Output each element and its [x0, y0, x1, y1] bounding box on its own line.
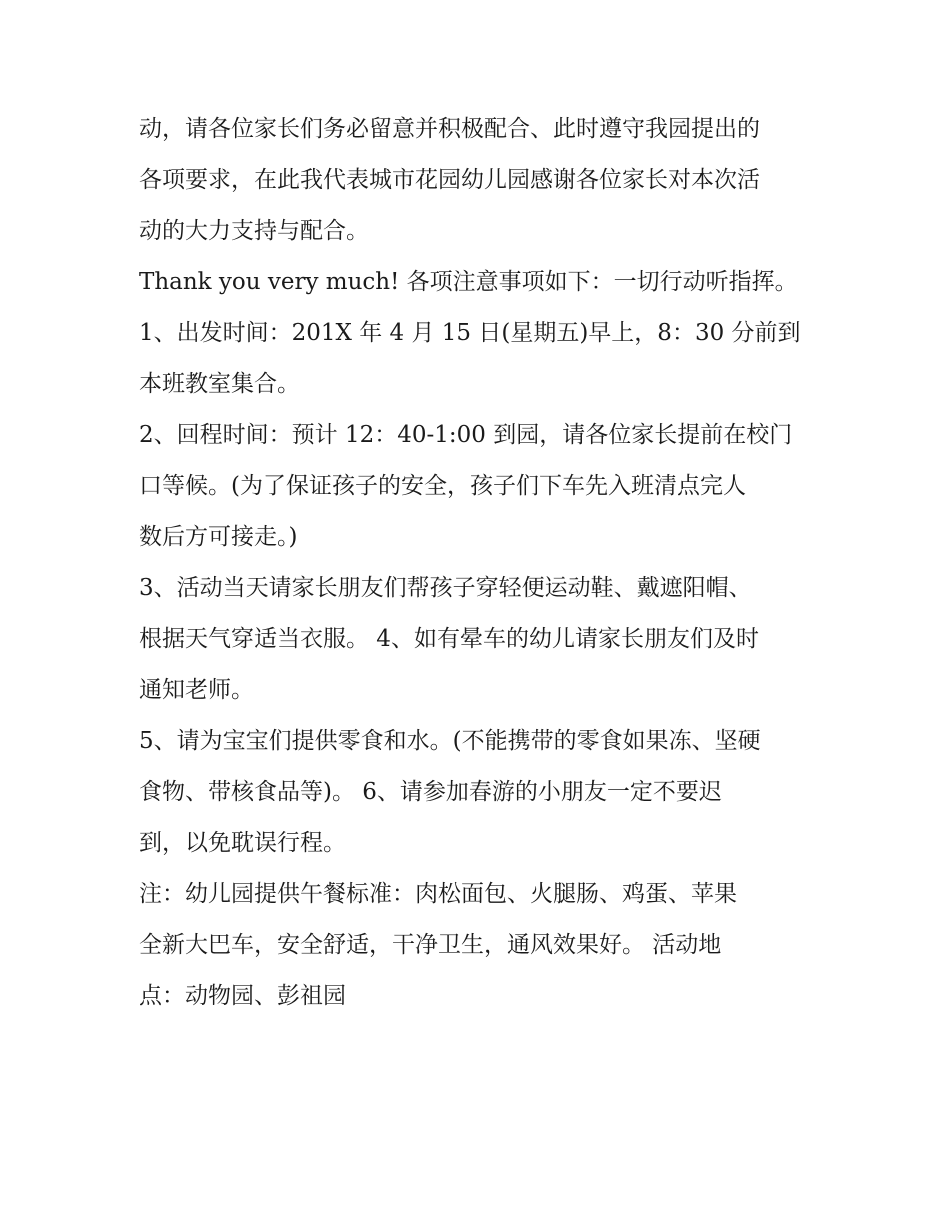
- text-line: 2、回程时间：预计 12：40-1:00 到园，请各位家长提前在校门: [139, 422, 793, 448]
- text-line: 注：幼儿园提供午餐标准：肉松面包、火腿肠、鸡蛋、苹果: [139, 881, 737, 907]
- text-line: Thank you very much! 各项注意事项如下：一切行动听指挥。: [139, 269, 798, 295]
- text-line: 动的大力支持与配合。: [139, 218, 369, 244]
- text-line: 1、出发时间：201X 年 4 月 15 日(星期五)早上，8：30 分前到: [139, 320, 801, 346]
- text-line: 动，请各位家长们务必留意并积极配合、此时遵守我园提出的: [139, 116, 760, 142]
- document-body: [139, 104, 819, 1022]
- text-line: 口等候。(为了保证孩子的安全，孩子们下车先入班清点完人: [139, 473, 746, 499]
- text-line: 食物、带核食品等)。 6、请参加春游的小朋友一定不要迟: [139, 779, 722, 805]
- text-line: 各项要求，在此我代表城市花园幼儿园感谢各位家长对本次活: [139, 167, 760, 193]
- text-line: 点：动物园、彭祖园: [139, 983, 346, 1009]
- text-line: 全新大巴车，安全舒适，干净卫生，通风效果好。 活动地: [139, 932, 722, 958]
- text-line: 根据天气穿适当衣服。 4、如有晕车的幼儿请家长朋友们及时: [139, 626, 759, 652]
- text-line: 到，以免耽误行程。: [139, 830, 346, 856]
- text-line: 3、活动当天请家长朋友们帮孩子穿轻便运动鞋、戴遮阳帽、: [139, 575, 752, 601]
- text-line: 数后方可接走。): [139, 524, 298, 550]
- text-line: 本班教室集合。: [139, 371, 300, 397]
- text-line: 5、请为宝宝们提供零食和水。(不能携带的零食如果冻、坚硬: [139, 728, 761, 754]
- text-line: 通知老师。: [139, 677, 254, 703]
